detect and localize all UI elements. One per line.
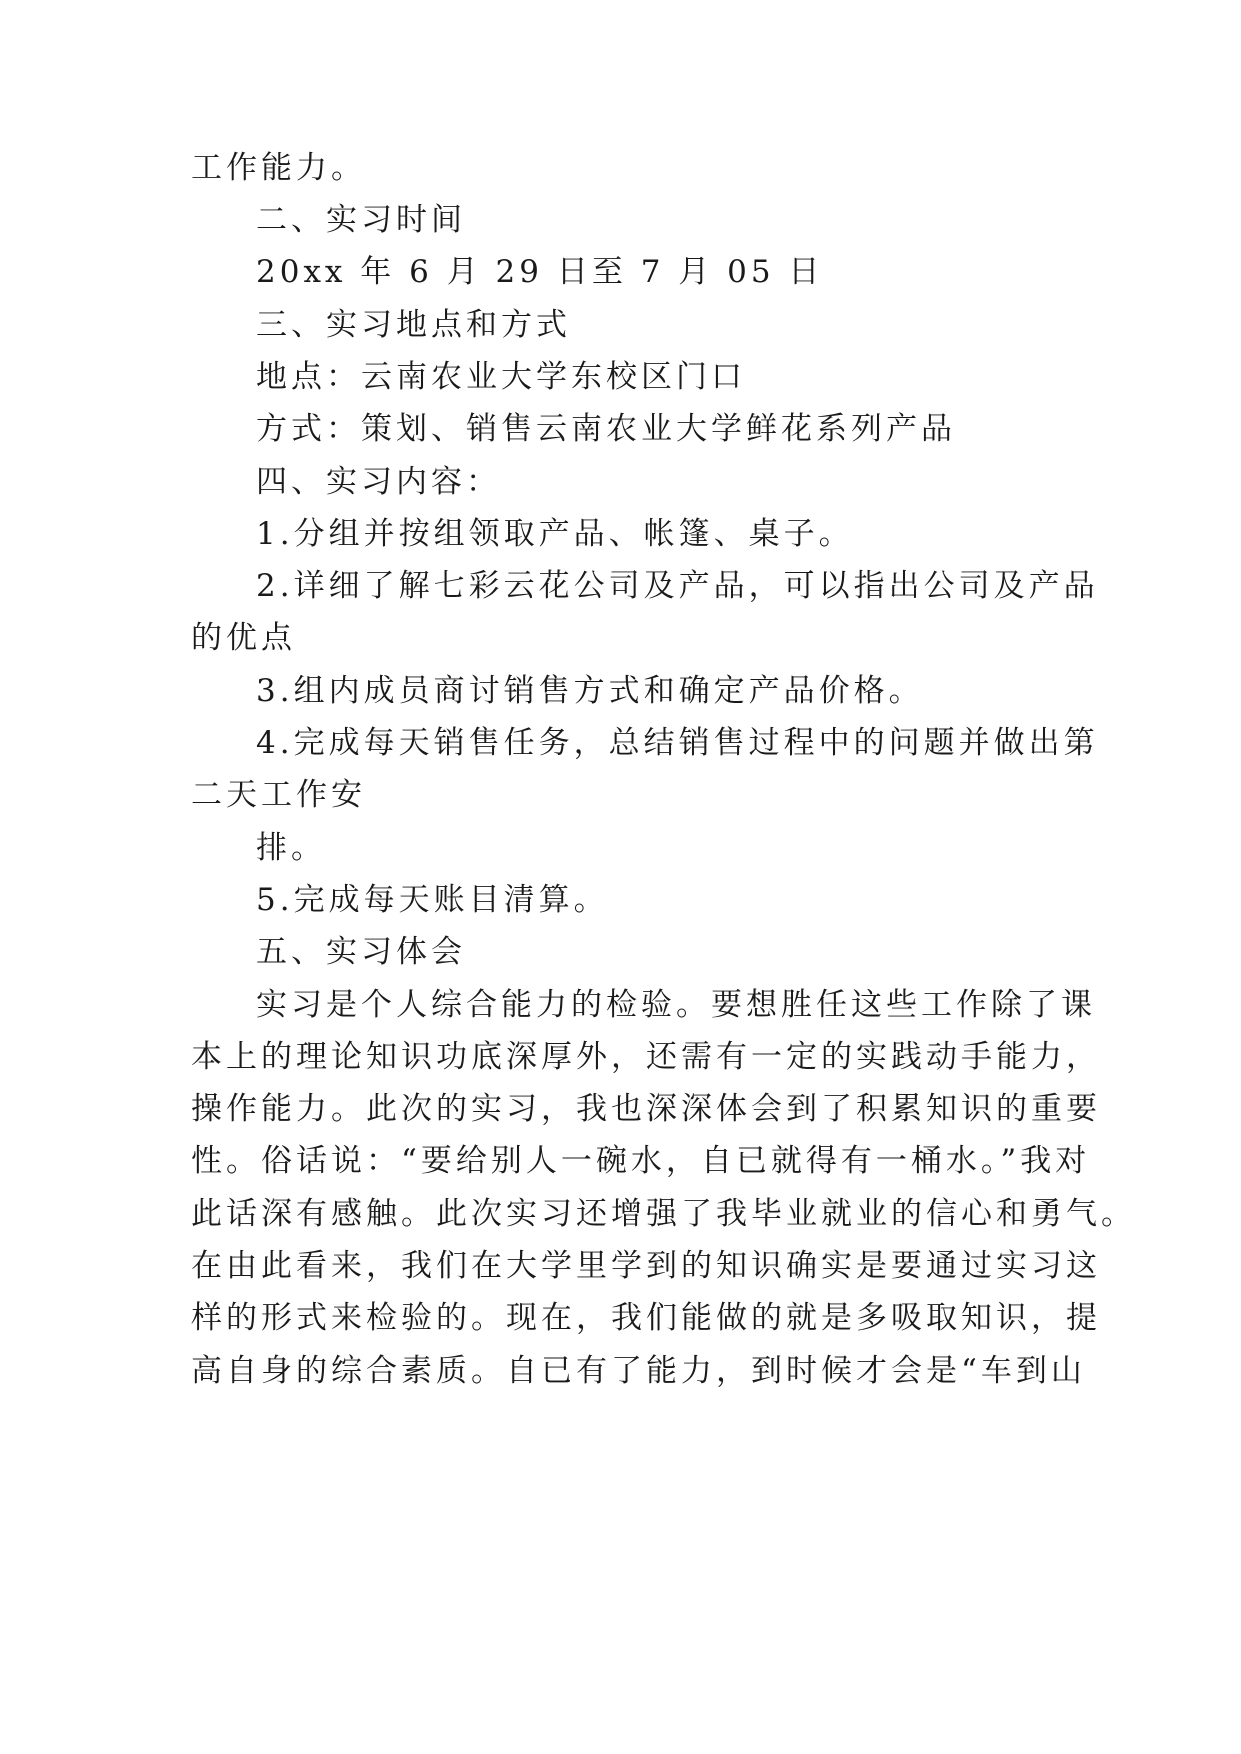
method-line: 方式：策划、销售云南农业大学鲜花系列产品 [256, 411, 956, 447]
body-paragraph-line: 性。俗话说：“要给别人一碗水，自已就得有一桶水。”我对 [191, 1143, 1091, 1179]
body-paragraph-line: 在由此看来，我们在大学里学到的知识确实是要通过实习这 [191, 1248, 1101, 1284]
body-paragraph-line: 样的形式来检验的。现在，我们能做的就是多吸取知识，提 [191, 1300, 1101, 1336]
section-heading-internship-time: 二、实习时间 [256, 202, 466, 238]
list-item-5: 5.完成每天账目清算。 [256, 882, 609, 918]
list-item-4-continuation: 二天工作安 [191, 777, 366, 813]
list-item-2: 2.详细了解七彩云花公司及产品，可以指出公司及产品 [256, 568, 1099, 604]
list-item-3: 3.组内成员商讨销售方式和确定产品价格。 [256, 673, 924, 709]
section-heading-content: 四、实习内容： [256, 464, 501, 500]
body-paragraph-line: 此话深有感触。此次实习还增强了我毕业就业的信心和勇气。 [191, 1196, 1136, 1232]
list-item-1: 1.分组并按组领取产品、帐篷、桌子。 [256, 516, 854, 552]
body-paragraph-line: 操作能力。此次的实习，我也深深体会到了积累知识的重要 [191, 1091, 1101, 1127]
list-item-4: 4.完成每天销售任务，总结销售过程中的问题并做出第 [256, 725, 1099, 761]
list-item-4-continuation-2: 排。 [256, 830, 326, 866]
section-heading-experience: 五、实习体会 [256, 934, 466, 970]
body-paragraph-line: 本上的理论知识功底深厚外，还需有一定的实践动手能力， [191, 1039, 1101, 1075]
internship-date-range: 20xx 年 6 月 29 日至 7 月 05 日 [256, 254, 824, 290]
section-heading-location-method: 三、实习地点和方式 [256, 307, 571, 343]
body-paragraph-line: 高自身的综合素质。自已有了能力，到时候才会是“车到山 [191, 1353, 1086, 1389]
location-line: 地点：云南农业大学东校区门口 [256, 359, 746, 395]
paragraph-continuation: 工作能力。 [191, 150, 366, 186]
body-paragraph-line: 实习是个人综合能力的检验。要想胜任这些工作除了课 [256, 987, 1096, 1023]
list-item-2-continuation: 的优点 [191, 620, 296, 656]
